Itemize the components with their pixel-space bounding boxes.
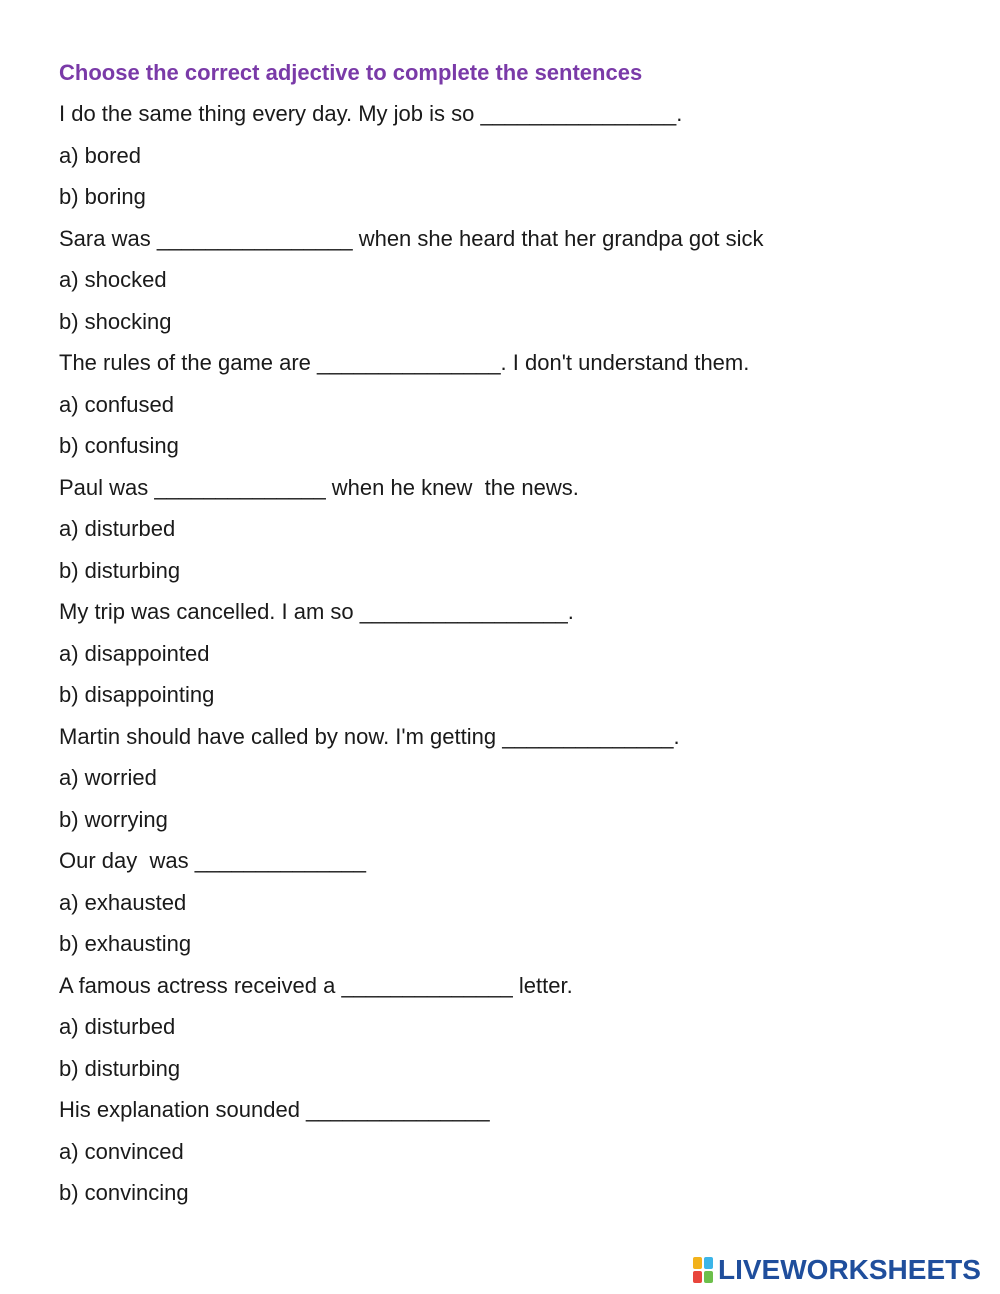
option-b[interactable]: b) disappointing	[59, 682, 215, 707]
option-b[interactable]: b) confusing	[59, 433, 179, 458]
question-4	[59, 474, 959, 599]
question-sentence: Martin should have called by now. I'm getting ______________.	[59, 723, 680, 749]
option-a[interactable]: a) exhausted	[59, 889, 187, 915]
question-sentence: Paul was ______________ when he knew the news.	[59, 474, 579, 500]
question-sentence: His explanation sounded _______________	[59, 1097, 490, 1122]
question-8	[59, 972, 959, 1097]
option-a[interactable]: a) convinced	[59, 1138, 184, 1164]
question-list	[59, 100, 959, 1221]
question-sentence: The rules of the game are _______________. I don't understand them.	[59, 350, 750, 375]
logo-mark-square	[693, 1271, 702, 1283]
option-a[interactable]: a) shocked	[59, 267, 167, 292]
liveworksheets-logo	[692, 1254, 981, 1286]
logo-mark-square	[693, 1257, 702, 1269]
option-b[interactable]: b) disturbing	[59, 1055, 181, 1081]
logo-text: LIVEWORKSHEETS	[718, 1254, 981, 1285]
question-3	[59, 349, 959, 474]
question-5	[59, 598, 959, 723]
option-a[interactable]: a) disturbed	[59, 1014, 176, 1039]
question-9	[59, 1096, 959, 1221]
option-b[interactable]: b) shocking	[59, 308, 172, 334]
question-7	[59, 847, 959, 972]
logo-mark-icon	[692, 1256, 714, 1284]
option-b[interactable]: b) worrying	[59, 806, 168, 832]
question-sentence: A famous actress received a ______________ letter.	[59, 972, 573, 998]
question-sentence: I do the same thing every day. My job is so ________________.	[59, 101, 683, 126]
question-6	[59, 723, 959, 848]
logo-mark-square	[704, 1271, 713, 1283]
option-a[interactable]: a) bored	[59, 142, 141, 168]
option-a[interactable]: a) worried	[59, 765, 157, 790]
question-sentence: Sara was ________________ when she heard that her grandpa got sick	[59, 225, 764, 251]
option-a[interactable]: a) disturbed	[59, 516, 176, 541]
option-b[interactable]: b) disturbing	[59, 557, 181, 583]
logo-mark-square	[704, 1257, 713, 1269]
option-a[interactable]: a) disappointed	[59, 640, 210, 666]
option-b[interactable]: b) boring	[59, 184, 146, 209]
option-a[interactable]: a) confused	[59, 391, 174, 417]
option-b[interactable]: b) exhausting	[59, 931, 192, 956]
option-b[interactable]: b) convincing	[59, 1180, 189, 1205]
question-sentence: Our day was ______________	[59, 848, 367, 873]
question-sentence: My trip was cancelled. I am so _________________.	[59, 599, 574, 624]
question-2	[59, 225, 959, 350]
question-1	[59, 100, 959, 225]
worksheet-title: Choose the correct adjective to complete the sentences	[59, 60, 643, 85]
